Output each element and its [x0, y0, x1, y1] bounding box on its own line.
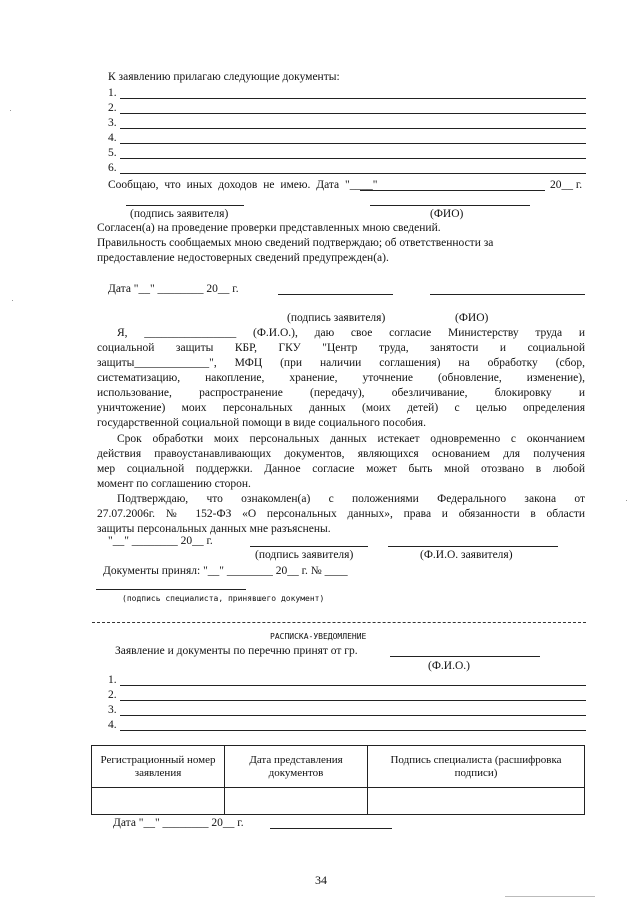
attachment-number: 6. [108, 162, 117, 174]
consent-paragraph-line: Я, ________________ (Ф.И.О.), даю свое согласие Министерству труда и [117, 327, 585, 339]
fio-line[interactable] [430, 294, 585, 295]
consent-paragraph-line: социальной защиты КБР, ГКУ "Центр труда, занятости и социальной [97, 342, 585, 354]
scan-artifact [505, 896, 595, 897]
signature-line[interactable] [250, 546, 368, 547]
accepted-from: Заявление и документы по перечню принят от гр. [115, 645, 358, 657]
consent-paragraph-line: государственной социальной помощи в виде социального пособия. [97, 417, 426, 429]
signature-label: (подпись заявителя) [255, 549, 354, 561]
table-header: Дата представления документов [225, 746, 368, 788]
fio-line[interactable] [388, 546, 558, 547]
specialist-label: (подпись специалиста, принявшего документ) [122, 594, 325, 603]
receipt-line-3[interactable] [120, 715, 586, 716]
consent2-date: "__" ________ 20__ г. [108, 535, 213, 547]
attachments-heading: К заявлению прилагаю следующие документы: [108, 71, 340, 83]
documents-accepted: Документы принял: "__" ________ 20__ г. № ____ [103, 565, 348, 577]
receipt-title: РАСПИСКА-УВЕДОМЛЕНИЕ [270, 632, 367, 641]
attachment-line-1[interactable] [120, 98, 586, 99]
fio-label: (Ф.И.О.) [428, 660, 470, 672]
scan-artifact [12, 300, 13, 301]
consent-text: предоставление недостоверных сведений предупрежден(а). [97, 252, 389, 264]
fio-label: (ФИО) [430, 208, 464, 220]
consent-paragraph-line: систематизацию, накопление, хранение, уточнение (обновление, изменение), [97, 372, 585, 384]
receipt-line-4[interactable] [120, 730, 586, 731]
attachment-line-3[interactable] [120, 128, 586, 129]
signature-label: (подпись заявителя) [130, 208, 229, 220]
attachment-number: 5. [108, 147, 117, 159]
fio-label: (Ф.И.О. заявителя) [420, 549, 513, 561]
receipt-item-number: 2. [108, 689, 117, 701]
signature-label: (подпись заявителя) [287, 312, 386, 324]
consent-paragraph-line: мер социальной поддержки. Данное согласие может быть мной отозвано в любой [97, 463, 585, 475]
consent1-date: Дата "__" ________ 20__ г. [108, 283, 239, 295]
table-header: Подпись специалиста (расшифровка подписи) [368, 746, 585, 788]
receipt-line-2[interactable] [120, 700, 586, 701]
attachment-line-6[interactable] [120, 173, 586, 174]
consent-paragraph-line: Срок обработки моих персональных данных истекает одновременно с окончанием [117, 433, 585, 445]
page-number: 34 [315, 873, 327, 887]
consent-paragraph-line: использование, распространение (передачу), обезличивание, блокировку и [97, 387, 585, 399]
signature-line[interactable] [126, 205, 244, 206]
registration-table [91, 745, 585, 815]
attachment-number: 3. [108, 117, 117, 129]
fio-label: (ФИО) [455, 312, 489, 324]
cut-line [92, 622, 586, 623]
applicant-name-line[interactable] [390, 656, 540, 657]
attachment-line-2[interactable] [120, 113, 586, 114]
attachment-number: 2. [108, 102, 117, 114]
specialist-signature-line[interactable] [96, 589, 246, 590]
attachment-number: 4. [108, 132, 117, 144]
consent-paragraph-line: защиты_____________", МФЦ (при наличии соглашения) на обработку (сбор, [97, 357, 585, 369]
consent-paragraph-line: 27.07.2006г. № 152-ФЗ «О персональных данных», права и обязанности в области [97, 508, 585, 520]
receipt-item-number: 4. [108, 719, 117, 731]
consent-paragraph-line: защиты персональных данных мне разъяснены. [97, 523, 331, 535]
scan-artifact [626, 500, 627, 501]
income-statement: Сообщаю, что иных доходов не имею. Дата "____" [108, 179, 378, 191]
table-cell[interactable] [92, 788, 225, 815]
attachment-number: 1. [108, 87, 117, 99]
consent-paragraph-line: момент по соглашению сторон. [97, 478, 251, 490]
income-year: 20__ г. [550, 179, 583, 191]
receipt-line-1[interactable] [120, 685, 586, 686]
consent-paragraph-line: уничтожение) моих персональных данных (моих детей) с целью определения [97, 402, 585, 414]
fio-line[interactable] [370, 205, 530, 206]
table-header: Регистрационный номер заявления [92, 746, 225, 788]
receipt-date: Дата "__" ________ 20__ г. [113, 817, 244, 829]
income-date-line[interactable] [360, 190, 545, 191]
consent-verification: Согласен(а) на проведение проверки представленных мною сведений. [97, 222, 441, 234]
signature-line[interactable] [278, 294, 393, 295]
receipt-item-number: 3. [108, 704, 117, 716]
consent-text: Правильность сообщаемых мною сведений подтверждаю; об ответственности за [97, 237, 494, 249]
signature-line[interactable] [270, 828, 392, 829]
table-cell[interactable] [225, 788, 368, 815]
attachment-line-5[interactable] [120, 158, 586, 159]
consent-paragraph-line: действия правоустанавливающих документов, являющихся основанием для получения [97, 448, 585, 460]
table-cell[interactable] [368, 788, 585, 815]
consent-paragraph-line: Подтверждаю, что ознакомлен(а) с положениями Федерального закона от [117, 493, 585, 505]
scan-artifact [10, 110, 11, 111]
attachment-line-4[interactable] [120, 143, 586, 144]
receipt-item-number: 1. [108, 674, 117, 686]
